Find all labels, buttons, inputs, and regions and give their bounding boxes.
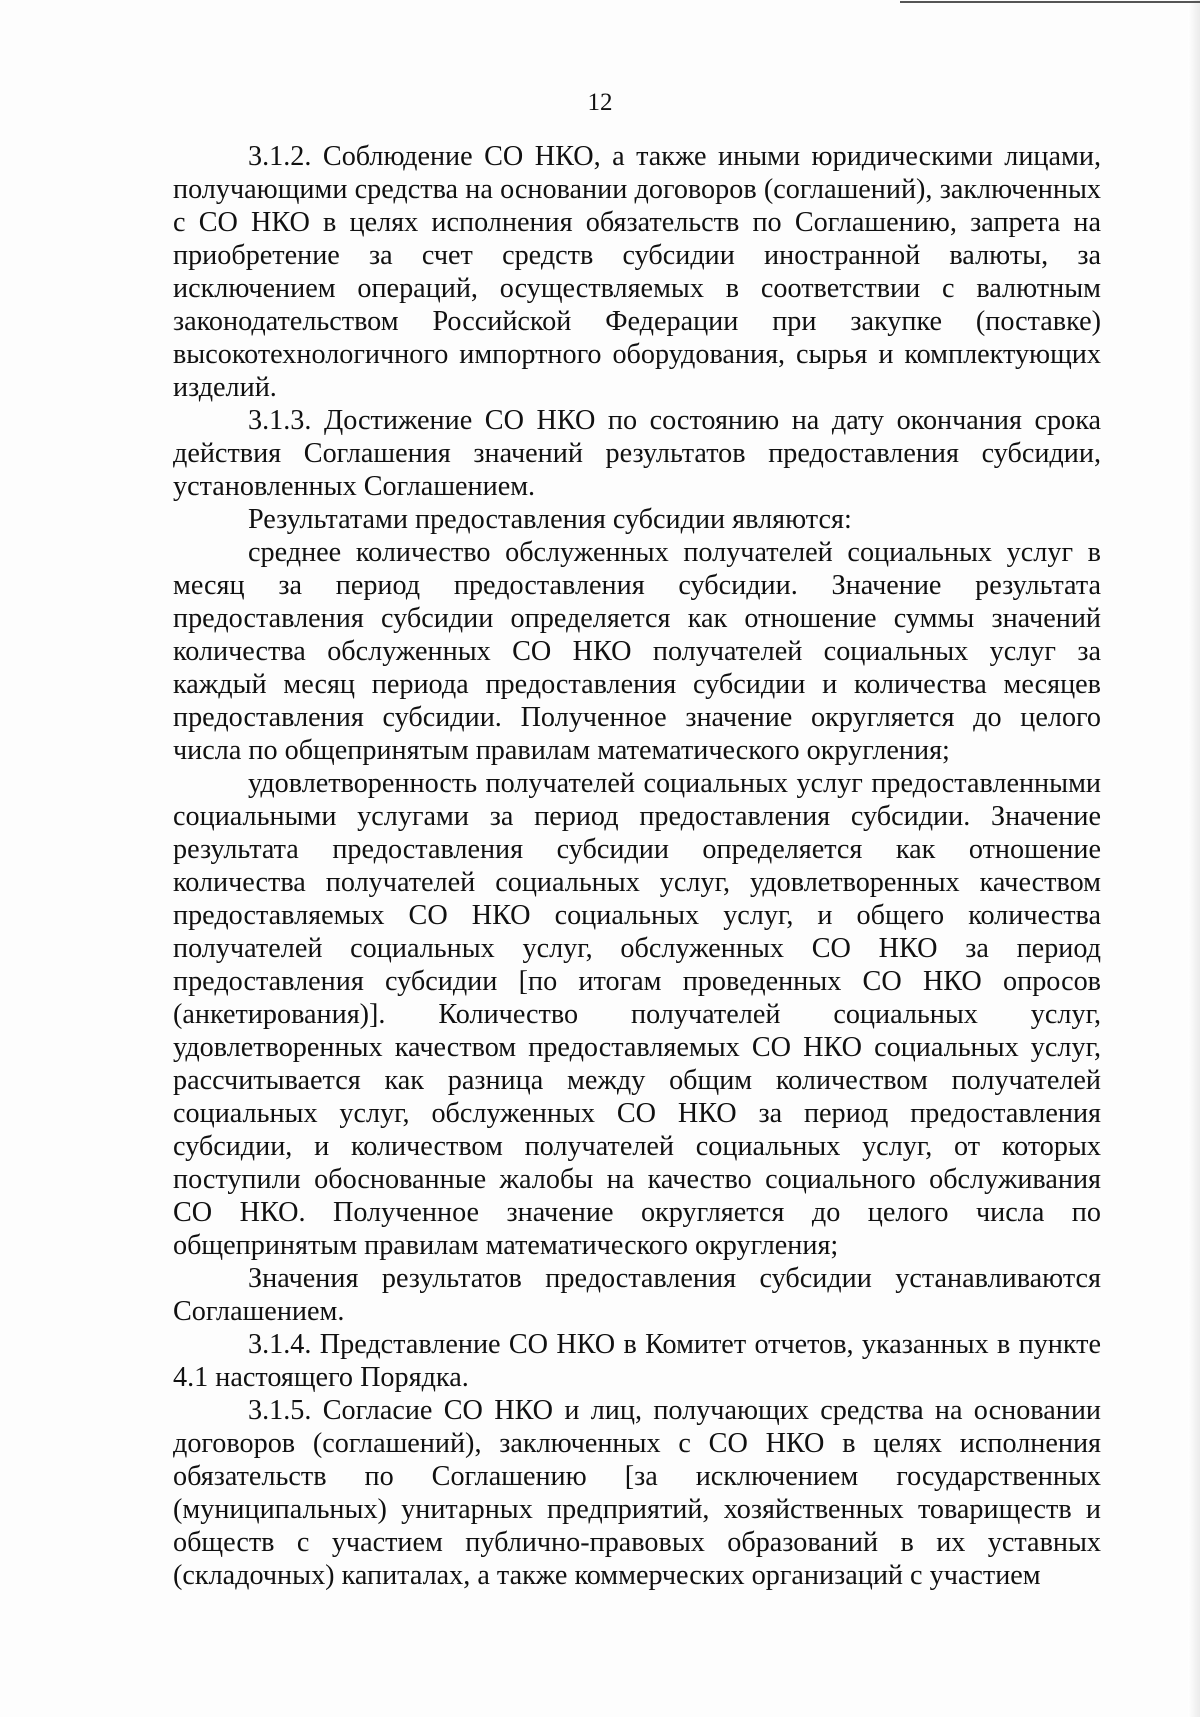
scan-edge [1188, 0, 1200, 1717]
paragraph-result-satisfaction: удовлетворенность получателей социальных услуг предоставленными социальными услугами за период предоставления субсидии. Значение результата предоставления субсидии определяется как отношение количества получателей социальных услуг, удовлетворенных качеством предоставляемых СО НКО социальных услуг, и общего количества получателей социальных услуг, обслуженных СО НКО за период предоставления субсидии [по итогам проведенных СО НКО опросов (анкетирования)]. Количество получателей социальных услуг, удовлетворенных качеством предоставляемых СО НКО социальных услуг, рассчитывается как разница между общим количеством получателей социальных услуг, обслуженных СО НКО за период предоставления субсидии, и количеством получателей социальных услуг, от которых поступили обоснованные жалобы на качество социального обслуживания СО НКО. Полученное значение округляется до целого числа по общепринятым правилам математического округления; [173, 768, 1101, 1261]
document-body [173, 140, 1101, 1592]
top-border-line [900, 1, 1200, 3]
paragraph-result-values: Значения результатов предоставления субсидии устанавливаются Соглашением. [173, 1263, 1101, 1327]
paragraph-3-1-5: 3.1.5. Согласие СО НКО и лиц, получающих средства на основании договоров (соглашений), заключенных с СО НКО в целях исполнения обязательств по Соглашению [за исключением государственных (муниципальных) унитарных предприятий, хозяйственных товариществ и обществ с участием публично-правовых образований в их уставных (складочных) капиталах, а также коммерческих организаций с участием [173, 1395, 1101, 1591]
paragraph-result-average-recipients: среднее количество обслуженных получателей социальных услуг в месяц за период предоставления субсидии. Значение результата предоставления субсидии определяется как отношение суммы значений количества обслуженных СО НКО получателей социальных услуг за каждый месяц периода предоставления субсидии и количества месяцев предоставления субсидии. Полученное значение округляется до целого числа по общепринятым правилам математического округления; [173, 537, 1101, 766]
paragraph-results-intro: Результатами предоставления субсидии являются: [248, 504, 852, 535]
paragraph-3-1-3: 3.1.3. Достижение СО НКО по состоянию на дату окончания срока действия Соглашения значений результатов предоставления субсидии, установленных Соглашением. [173, 405, 1101, 502]
paragraph-3-1-4: 3.1.4. Представление СО НКО в Комитет отчетов, указанных в пункте 4.1 настоящего Порядка. [173, 1329, 1101, 1393]
page-number: 12 [587, 89, 613, 116]
paragraph-3-1-2: 3.1.2. Соблюдение СО НКО, а также иными юридическими лицами, получающими средства на основании договоров (соглашений), заключенных с СО НКО в целях исполнения обязательств по Соглашению, запрета на приобретение за счет средств субсидии иностранной валюты, за исключением операций, осуществляемых в соответствии с валютным законодательством Российской Федерации при закупке (поставке) высокотехнологичного импортного оборудования, сырья и комплектующих изделий. [173, 141, 1101, 403]
